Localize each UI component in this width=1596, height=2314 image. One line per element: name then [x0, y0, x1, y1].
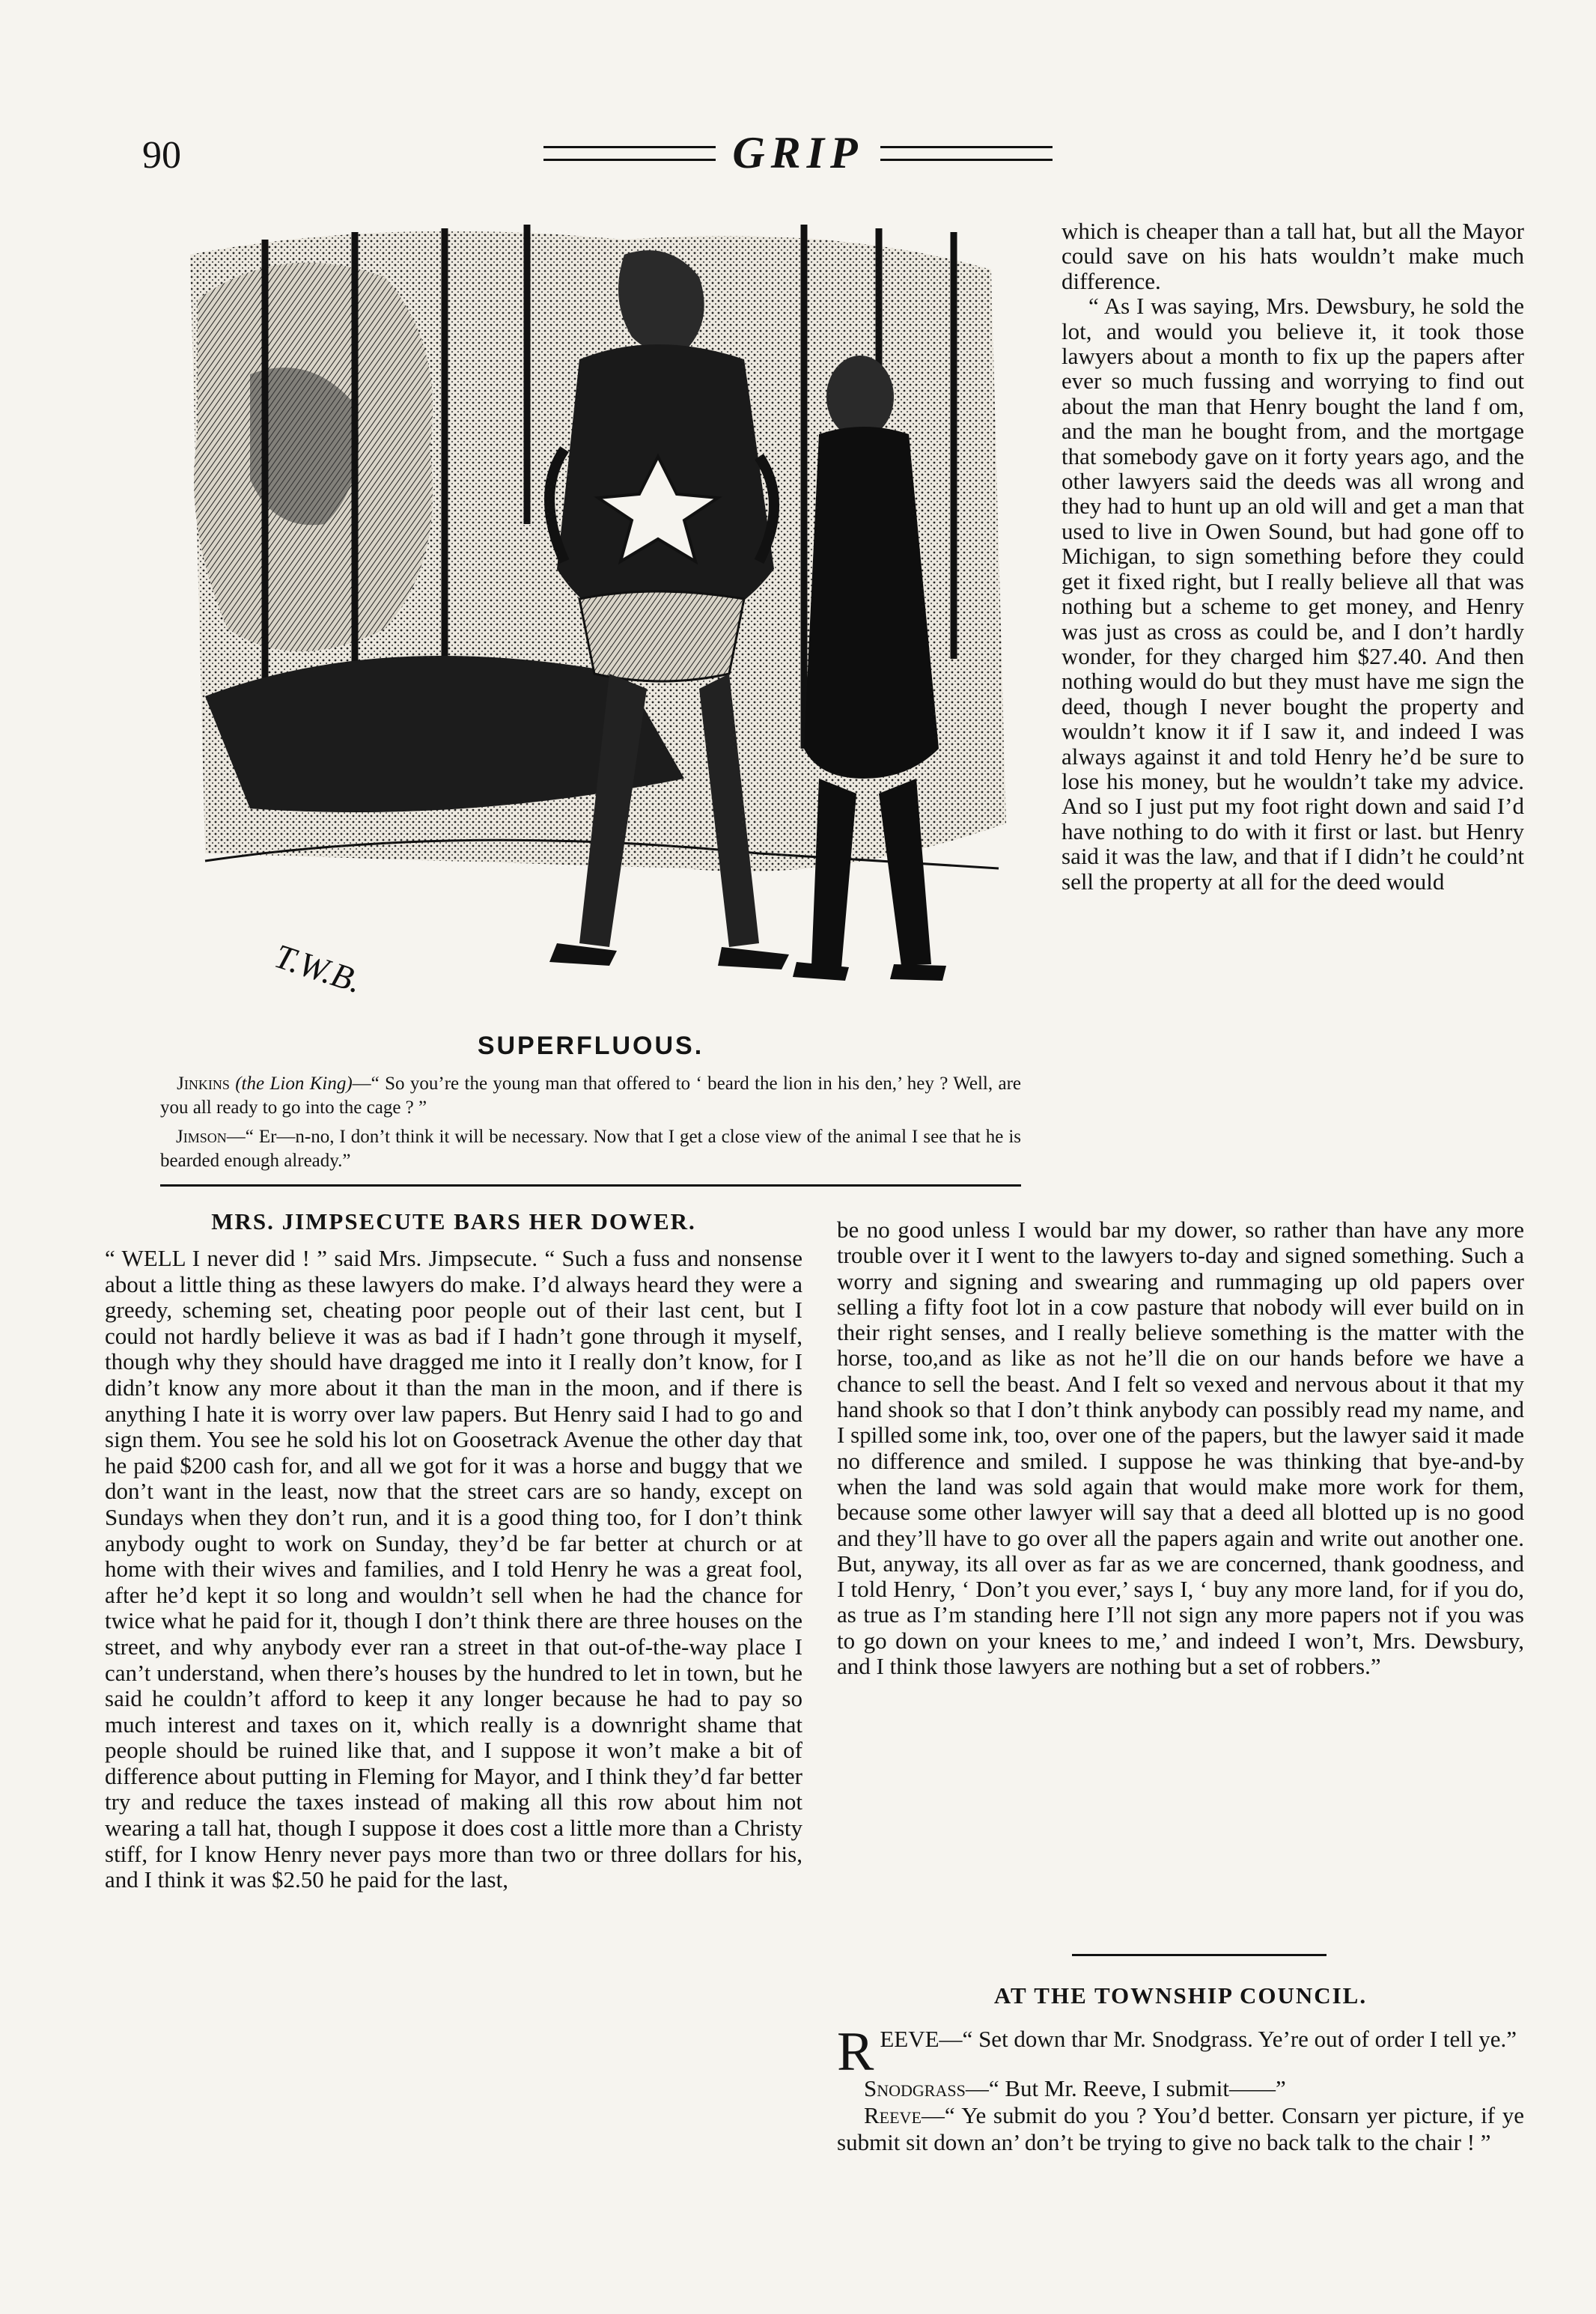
caption-speaker: Jinkins — [177, 1074, 230, 1094]
article1-heading: MRS. JIMPSECUTE BARS HER DOWER. — [211, 1208, 696, 1234]
caption-aside: (the Lion King) — [235, 1074, 353, 1094]
dialog-line — [837, 2021, 1524, 2083]
caption-text: —“ So you’re the young man that offered to ‘ beard the lion in his den,’ hey ? Well, are you all ready to go into the cage ? ” — [160, 1074, 1022, 1118]
article1-paragraph: which is cheaper than a tall hat, but all the Mayor could save on his hats wouldn’t make much difference. — [1062, 218, 1524, 294]
cartoon-illustration — [160, 210, 1021, 1018]
cartoon-caption-line-2 — [160, 1125, 1021, 1173]
dialog-speaker: Reeve — [864, 2102, 922, 2128]
masthead — [0, 127, 1596, 179]
drop-cap: R — [837, 2021, 874, 2083]
cartoon-caption-title: SUPERFLUOUS. — [477, 1032, 704, 1060]
article1-paragraph: “ WELL I never did ! ” said Mrs. Jimpsecute. “ Such a fuss and nonsense about a little thing as these lawyers do make. I’d always heard they were a greedy, scheming set, cheating poor people out of their last cent, but I could not hardly believe it was as bad if I hadn’t gone through it myself, though why they should have dragged me into it I really don’t know, for I didn’t know any more about it than the man in the moon, and if there is anything I hate it is worry over law papers. But Henry said I had to go and sign them. You see he sold his lot on Goosetrack Avenue the other day that he paid $200 cash for, and all we got for it was a horse and buggy that we don’t want in the least, now that the street cars are so handy, except on Sundays when they don’t run, and it is a good thing too, for I don’t think anybody ought to work on Sunday, they’d be far better at church or at home with their wives and families, and I told Henry he was a great fool, after he’d kept it so long and wouldn’t sell when he had the chance for twice what he paid for it, though I don’t think there are three houses on the street, and why anybody ever ran a street in that out-of-the-way place I can’t understand, when there’s houses by the hundred to let in town, but he said he couldn’t afford to keep it any longer because he had to pay so much interest and taxes on it, which really is a downright shame that people should be ruined like that, and I suppose it won’t make a bit of difference about putting in Fleming for Mayor, and I think they’d far better try and reduce the taxes instead of making all this row about him not wearing a tall hat, though I suppose it does cost a little more than a Christy stiff, for I know Henry never pays more than two or three dollars for his, and I think it was $2.50 he paid for the last, — [105, 1245, 802, 1893]
masthead-rule-left — [543, 146, 716, 161]
article1-paragraph: “ As I was saying, Mrs. Dewsbury, he sold the lot, and would you believe it, it took those lawyers about a month to fix up the papers after ever so much fussing and worrying to find out about the man that Henry bought the land f om, and the man he bought from, and the mortgage that somebody gave on it forty years ago, and the other lawyers said the deeds was all wrong and they had to hunt up an old will and get a man that used to live in Owen Sound, but had gone off to Michigan, to sign something before they could get it fixed right, but I really believe all that was nothing but a scheme to get money, and Henry was just as cross as could be, and I don’t hardly wonder, for they charged him $27.40. And then nothing would do but they must have me sign the deed, though I never bought the property and wouldn’t know it if I saw it, and indeed I was always against it and told Henry he’d be sure to lose his money, but he wouldn’t take my advice. And so I just put my foot right down and said I’d have nothing to do with it first or last. but Henry said it was the law, and that if I didn’t he could’nt sell the property at all for the deed would — [1062, 293, 1524, 895]
cartoon-caption-line-1 — [160, 1072, 1021, 1120]
caption-speaker: Jimson — [175, 1127, 227, 1147]
section-divider — [1072, 1954, 1327, 1956]
page-number: 90 — [142, 134, 181, 177]
dialog-line — [837, 2102, 1524, 2156]
dialog-text: —“ But Mr. Reeve, I submit——” — [965, 2075, 1286, 2101]
dialog-text: —“ Ye submit do you ? You’d better. Consarn yer picture, if ye submit sit down an’ don’t be trying to give no back talk to the chair ! ” — [837, 2102, 1524, 2155]
masthead-title: GRIP — [732, 128, 864, 177]
artist-signature: T.W.B. — [269, 937, 367, 1001]
article2-body — [837, 2021, 1524, 2156]
article1-continuation — [837, 1217, 1524, 1679]
article2-heading: AT THE TOWNSHIP COUNCIL. — [993, 1982, 1368, 2009]
dialog-line — [837, 2075, 1524, 2102]
dialog-speaker: Snodgrass — [864, 2075, 966, 2101]
dialog-text: EEVE—“ Set down thar Mr. Snodgrass. Ye’re out of order I tell ye.” — [880, 2026, 1517, 2052]
article1-left-column — [105, 1246, 802, 1893]
caption-divider — [160, 1184, 1021, 1187]
article1-paragraph: be no good unless I would bar my dower, so rather than have any more trouble over it I went to the lawyers to-day and signed something. Such a worry and signing and swearing and rummaging up old papers over selling a fifty foot lot in a cow pasture that nobody will ever build on in their right senses, and I really believe something is the matter with the horse, too,and as like as not he’ll die on our hands before we have a chance to sell the beast. And I felt so vexed and nervous about it that my hand shook so that I don’t think anybody can possibly read my name, and I spilled some ink, too, over one of the papers, but the lawyer said it made no difference and smiled. I suppose he was thinking that bye-and-by when the land was sold again that would make more work for them, because some other lawyer will say that a deed all blotted up is no good and they’ll have to go over all the papers again and write out another one. But, anyway, its all over as far as we are concerned, thank goodness, and I told Henry, ‘ Don’t you ever,’ says I, ‘ buy any more land, for if you do, as true as I’m standing here I’ll not sign any more papers not if you was to go down on your knees to me,’ and indeed I won’t, Mrs. Dewsbury, and I think those lawyers are nothing but a set of robbers.” — [837, 1217, 1524, 1680]
masthead-rule-right — [880, 146, 1053, 161]
article1-right-column — [1062, 219, 1524, 894]
caption-text: —“ Er—n-no, I don’t think it will be necessary. Now that I get a close view of the animal I see that he is bearded enough already.” — [160, 1127, 1021, 1171]
